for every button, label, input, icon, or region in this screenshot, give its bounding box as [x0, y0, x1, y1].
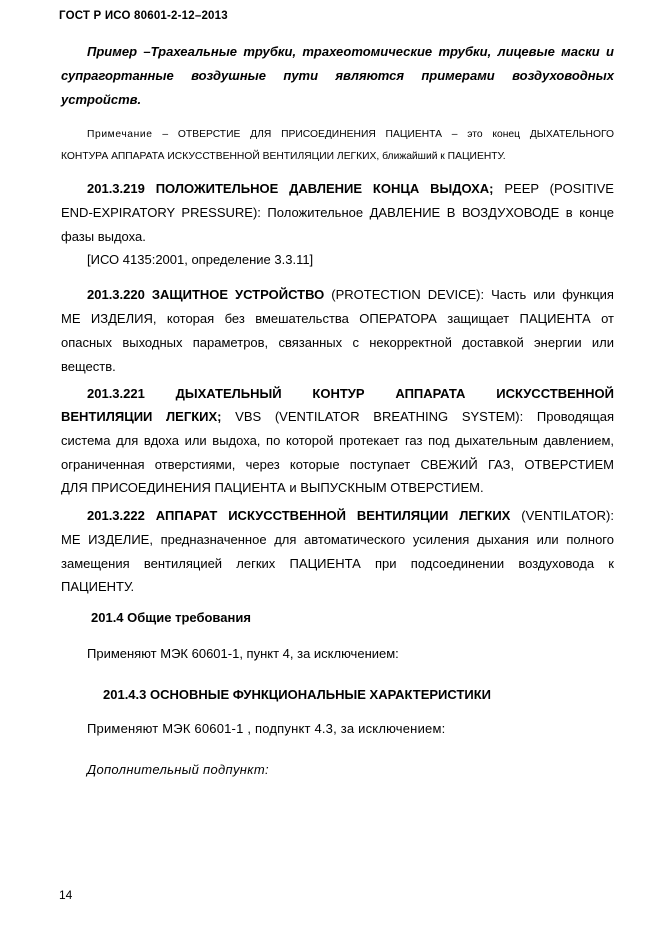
def-219-line-1	[61, 177, 614, 201]
def-220-line-4: веществ.	[61, 359, 116, 374]
def-220-line-2: МЕ ИЗДЕЛИЯ, которая без вмешательства ОПЕРАТОРА защищает ПАЦИЕНТА от	[61, 311, 614, 326]
note-dash: –	[162, 129, 169, 140]
def-222-line-1	[61, 504, 614, 528]
def-219-term: 201.3.219 ПОЛОЖИТЕЛЬНОЕ ДАВЛЕНИЕ КОНЦА ВЫДОХА;	[87, 181, 494, 196]
section-201-4-text: Применяют МЭК 60601-1, пункт 4, за исключением:	[87, 646, 399, 661]
def-220-line-3: опасных выходных параметров, связанных с некорректной доставкой энергии или	[61, 335, 614, 350]
additional-subclause: Дополнительный подпункт:	[87, 762, 269, 777]
note-line-2: КОНТУРА АППАРАТА ИСКУССТВЕННОЙ ВЕНТИЛЯЦИИ ЛЕГКИХ, ближайший к ПАЦИЕНТУ.	[61, 151, 506, 162]
def-221-term-2: ВЕНТИЛЯЦИИ ЛЕГКИХ;	[61, 409, 222, 424]
def-219-line-2: END-EXPIRATORY PRESSURE): Положительное ДАВЛЕНИЕ В ВОЗДУХОВОДЕ в конце	[61, 205, 614, 220]
note-text-1: ОТВЕРСТИЕ ДЛЯ ПРИСОЕДИНЕНИЯ ПАЦИЕНТА – это конец ДЫХАТЕЛЬНОГО	[177, 129, 614, 140]
def-222-term: 201.3.222 АППАРАТ ИСКУССТВЕННОЙ ВЕНТИЛЯЦИИ ЛЕГКИХ	[87, 508, 511, 523]
example-line-2: супрагортанные воздушные пути являются примерами воздуховодных	[61, 68, 614, 83]
def-220-text-1: (PROTECTION DEVICE): Часть или функция	[331, 287, 614, 302]
section-201-4-title: 201.4 Общие требования	[91, 610, 251, 625]
def-220-term: 201.3.220 ЗАЩИТНОЕ УСТРОЙСТВО	[87, 287, 325, 302]
def-222-text-1: (VENTILATOR):	[521, 508, 614, 523]
def-220-line-1	[61, 283, 614, 307]
section-201-4-3-title: 201.4.3 ОСНОВНЫЕ ФУНКЦИОНАЛЬНЫЕ ХАРАКТЕРИСТИКИ	[103, 687, 492, 702]
def-219-line-3: фазы выдоха.	[61, 229, 146, 244]
def-221-line-2	[61, 405, 614, 429]
document-header: ГОСТ Р ИСО 80601-2-12–2013	[59, 10, 228, 22]
def-221-line-3: система для вдоха или выдоха, по которой протекает газ под дыхательным давлением,	[61, 433, 614, 448]
def-222-line-3: замещения вентиляцией легких ПАЦИЕНТА при подсоединении воздуховода к	[61, 556, 614, 571]
def-221-text-2: VBS (VENTILATOR BREATHING SYSTEM): Проводящая	[235, 409, 614, 424]
note-label: Примечание	[87, 129, 153, 140]
def-219-reference: [ИСО 4135:2001, определение 3.3.11]	[87, 252, 314, 267]
def-221-line-1: 201.3.221 ДЫХАТЕЛЬНЫЙ КОНТУР АППАРАТА ИСКУССТВЕННОЙ	[87, 386, 614, 401]
def-221-line-4: ограниченная отверстиями, через которые поступает СВЕЖИЙ ГАЗ, ОТВЕРСТИЕМ	[61, 457, 614, 472]
example-line-1	[61, 40, 614, 64]
def-219-text-1: PEEP (POSITIVE	[504, 181, 614, 196]
def-222-line-4: ПАЦИЕНТУ.	[61, 579, 135, 594]
section-201-4-3-text: Применяют МЭК 60601-1 , подпункт 4.3, за исключением:	[87, 721, 446, 736]
example-label: Пример	[87, 44, 138, 59]
def-221-line-5: ДЛЯ ПРИСОЕДИНЕНИЯ ПАЦИЕНТА и ВЫПУСКНЫМ ОТВЕРСТИЕМ.	[61, 480, 484, 495]
note-line-1	[61, 123, 614, 146]
page-number: 14	[59, 888, 73, 902]
example-line-3: устройств.	[61, 92, 142, 107]
def-222-line-2: МЕ ИЗДЕЛИЕ, предназначенное для автоматического усиления дыхания или полного	[61, 532, 614, 547]
example-text-1: –Трахеальные трубки, трахеотомические трубки, лицевые маски и	[143, 44, 614, 59]
